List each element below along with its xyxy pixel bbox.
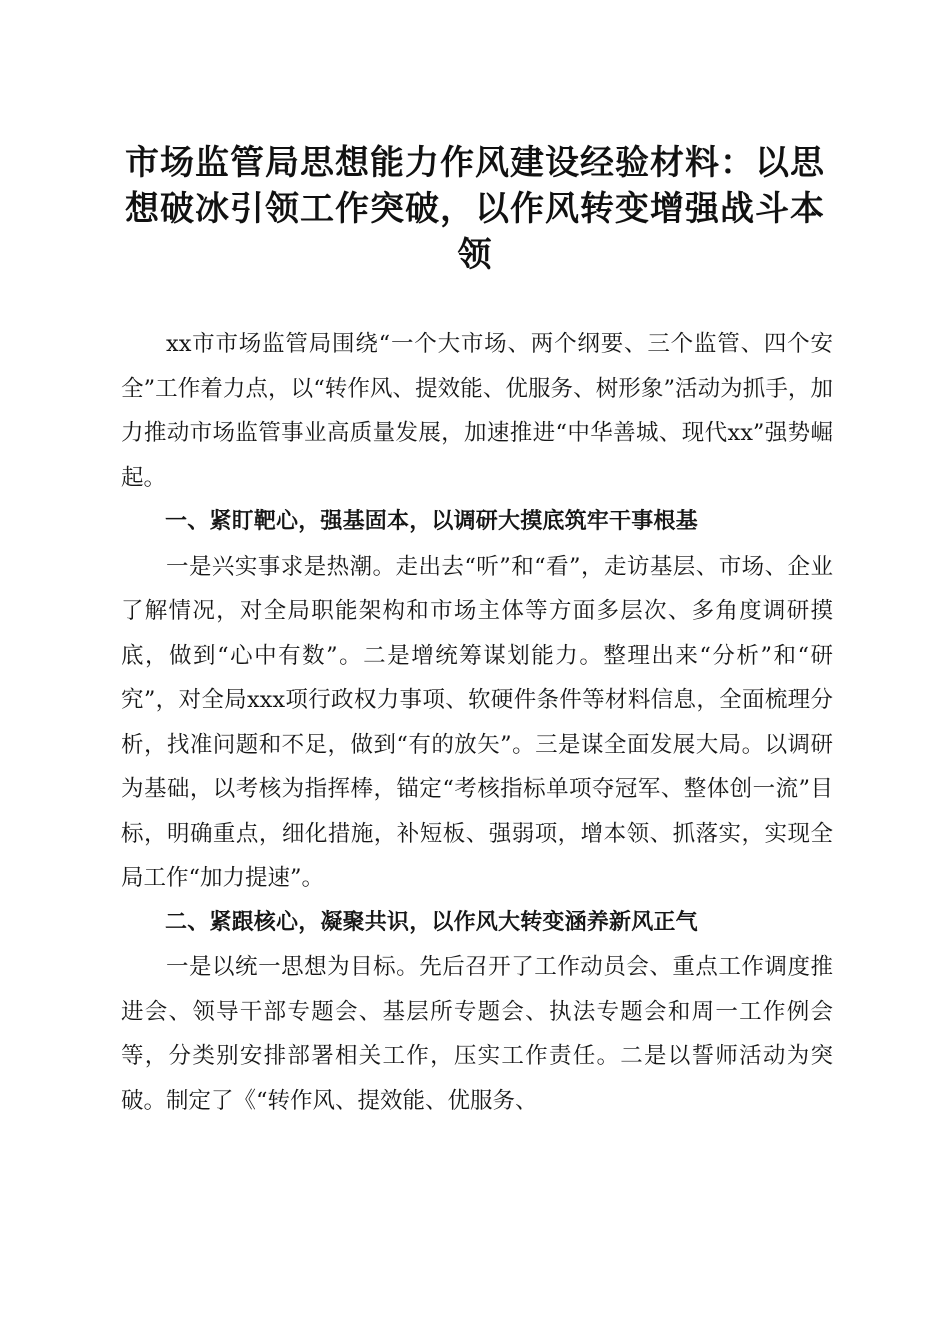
document-title: 市场监管局思想能力作风建设经验材料：以思想破冰引领工作突破，以作风转变增强战斗本领 (125, 143, 825, 275)
section-heading-2: 二、紧跟核心，凝聚共识，以作风大转变涵养新风正气 (165, 909, 698, 935)
section-1-paragraph: 一是兴实事求是热潮。走出去“听”和“看”，走访基层、市场、企业了解情况，对全局职能架构和市场主体等方面多层次、多角度调研摸底，做到“心中有数”。二是增统筹谋划能力。整理出来“分析”和“研究”，对全局xxx项行政权力事项、软硬件条件等材料信息，全面梳理分析，找准问题和不足，做到“有的放矢”。三是谋全面发展大局。以调研为基础，以考核为指挥棒，锚定“考核指标单项夺冠军、整体创一流”目标，明确重点，细化措施，补短板、强弱项，增本领、抓落实，实现全局工作“加力提速”。 (121, 553, 833, 891)
section-2-paragraph: 一是以统一思想为目标。先后召开了工作动员会、重点工作调度推进会、领导干部专题会、基层所专题会、执法专题会和周一工作例会等，分类别安排部署相关工作，压实工作责任。二是以誓师活动为突破。制定了《“转作风、提效能、优服务、 (121, 954, 833, 1114)
section-heading-1: 一、紧盯靶心，强基固本，以调研大摸底筑牢干事根基 (165, 509, 698, 534)
document-body (121, 322, 833, 1123)
intro-paragraph: xx市市场监管局围绕“一个大市场、两个纲要、三个监管、四个安全”工作着力点，以“转作风、提效能、优服务、树形象”活动为抓手，加力推动市场监管事业高质量发展，加速推进“中华善城、现代xx”强势崛起。 (121, 331, 833, 491)
